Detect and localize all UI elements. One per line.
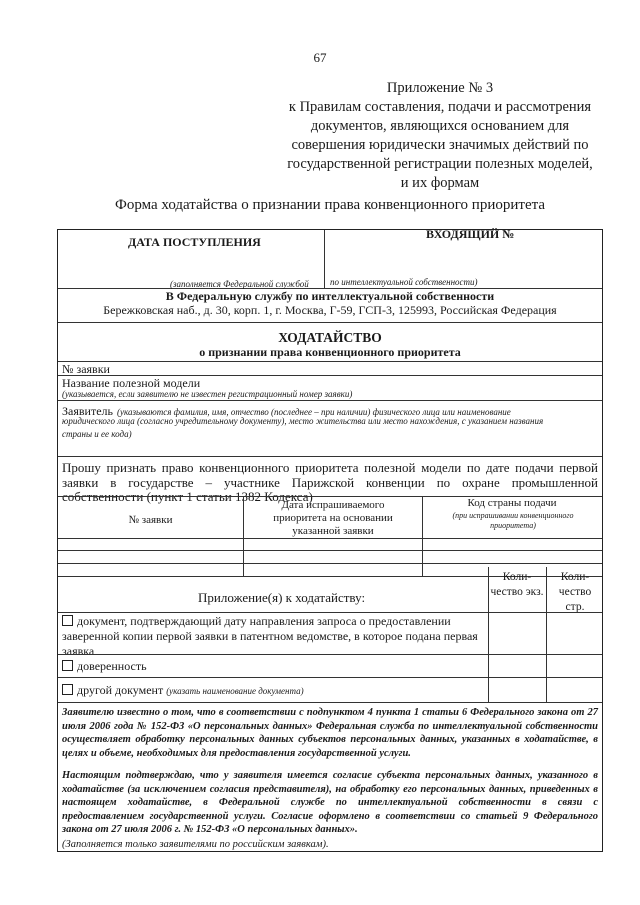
date-received-label: ДАТА ПОСТУПЛЕНИЯ [128, 235, 261, 249]
model-name-label: Название полезной модели [62, 376, 201, 390]
pages-count-header: Коли-чество стр. [558, 571, 592, 613]
appendix-line: документов, являющихся основанием для [310, 118, 570, 134]
other-document-note: (указать наименование документа) [166, 686, 304, 696]
consent-paragraph: Заявителю известно о том, что в соответствии с подпунктом 4 пункта 1 статьи 6 Федерального закона от 27 июля 2006 года № 152-ФЗ «О персональных данных» Федеральная служба по интеллектуальной собственности осуществляет обработку персональных данных субъектов персональных данных, указанных в ходатайстве, в целях и объеме, необходимых для предоставления государственной услуги. [62, 707, 598, 759]
divider [58, 361, 602, 362]
attachment-item [62, 683, 304, 698]
addressee-name: В Федеральную службу по интеллектуальной собственности [165, 289, 495, 303]
divider [58, 456, 602, 457]
table-row-divider [58, 538, 602, 539]
petition-subtitle: о признании права конвенционного приоритета [199, 345, 461, 359]
applicant-note: (указываются фамилия, имя, отчество (последнее – при наличии) физического лица или наименование [116, 407, 511, 417]
divider [488, 567, 489, 702]
divider [546, 567, 547, 702]
divider [58, 612, 602, 613]
model-name-note: (указывается, если заявителю не известен регистрационный номер заявки) [62, 389, 353, 399]
table-row-divider [58, 550, 602, 551]
table-row-divider [58, 563, 602, 564]
divider [58, 654, 602, 655]
priority-col-application-no: № заявки [128, 514, 173, 526]
attachment-checkbox[interactable] [62, 615, 73, 626]
applicant-note: юридического лица (согласно учредительному документу), место жительства или место нахождения, с указанием названия [62, 416, 544, 426]
priority-col-country-note: (при испрашивании конвенционного приоритета) [452, 511, 574, 530]
attachment-checkbox[interactable] [62, 660, 73, 671]
copies-count-header: Коли-чество экз. [490, 571, 544, 598]
attachment-item [62, 614, 482, 659]
priority-col-date: Дата испрашиваемого приоритета на основании указанной заявки [273, 499, 393, 537]
divider [58, 400, 602, 401]
appendix-line: государственной регистрации полезных моделей, [287, 156, 593, 172]
attachment-item [62, 659, 147, 674]
consent-paragraph: Настоящим подтверждаю, что у заявителя имеется согласие субъекта персональных данных, указанного в ходатайстве (за исключением согласия представителя), на обработку его персональных данных, приведенных в настоящем ходатайстве, в Федеральной службе по интеллектуальной собственности в связи с предоставлением государственной услуги. Согласие оформлено в соответствии со статьей 9 Федерального закона от 27 июля 2006 г. № 152-ФЗ «О персональных данных». [62, 770, 598, 835]
request-text: Прошу признать право конвенционного приоритета полезной модели по дате подачи первой заявки в государстве – участнике Парижской конвенции по охране промышленной собственности (пункт 1 статьи 1382 Кодекса) [62, 460, 598, 504]
petition-form [57, 229, 603, 852]
fill-note-left: (заполняется Федеральной службой [170, 279, 309, 289]
attachment-label: другой документ [77, 683, 164, 697]
divider [58, 322, 602, 323]
divider [324, 230, 325, 288]
appendix-line: совершения юридически значимых действий по [291, 137, 589, 153]
addressee-address: Бережковская наб., д. 30, корп. 1, г. Москва, Г-59, ГСП-3, 125993, Российская Федерация [103, 303, 557, 317]
form-title: Форма ходатайства о признании права конвенционного приоритета [114, 197, 546, 213]
attachments-title: Приложение(я) к ходатайству: [198, 590, 366, 605]
attachment-label: документ, подтверждающий дату направления запроса о предоставлении заверенной копии первой заявки в патентном ведомстве, в которое подана первая заявка [62, 614, 478, 658]
applicant-note: страны и ее кода) [62, 429, 132, 439]
petition-title: ХОДАТАЙСТВО [278, 330, 382, 345]
application-number-label: № заявки [62, 362, 110, 376]
appendix-line: к Правилам составления, подачи и рассмотрения [288, 99, 592, 115]
consent-note: (Заполняется только заявителями по российским заявкам). [62, 839, 329, 850]
page-number: 67 [313, 50, 327, 65]
appendix-line: Приложение № 3 [386, 80, 494, 96]
applicant-label: Заявитель [62, 404, 113, 418]
appendix-line: и их формам [400, 175, 480, 191]
divider [58, 702, 602, 703]
divider [58, 677, 602, 678]
appendix-header [270, 79, 610, 193]
fill-note-right: по интеллектуальной собственности) [330, 277, 478, 287]
attachment-checkbox[interactable] [62, 684, 73, 695]
incoming-number-label: ВХОДЯЩИЙ № [426, 227, 515, 241]
divider [243, 496, 244, 576]
attachment-label: доверенность [77, 659, 147, 673]
priority-col-country-code: Код страны подачи [467, 497, 557, 509]
